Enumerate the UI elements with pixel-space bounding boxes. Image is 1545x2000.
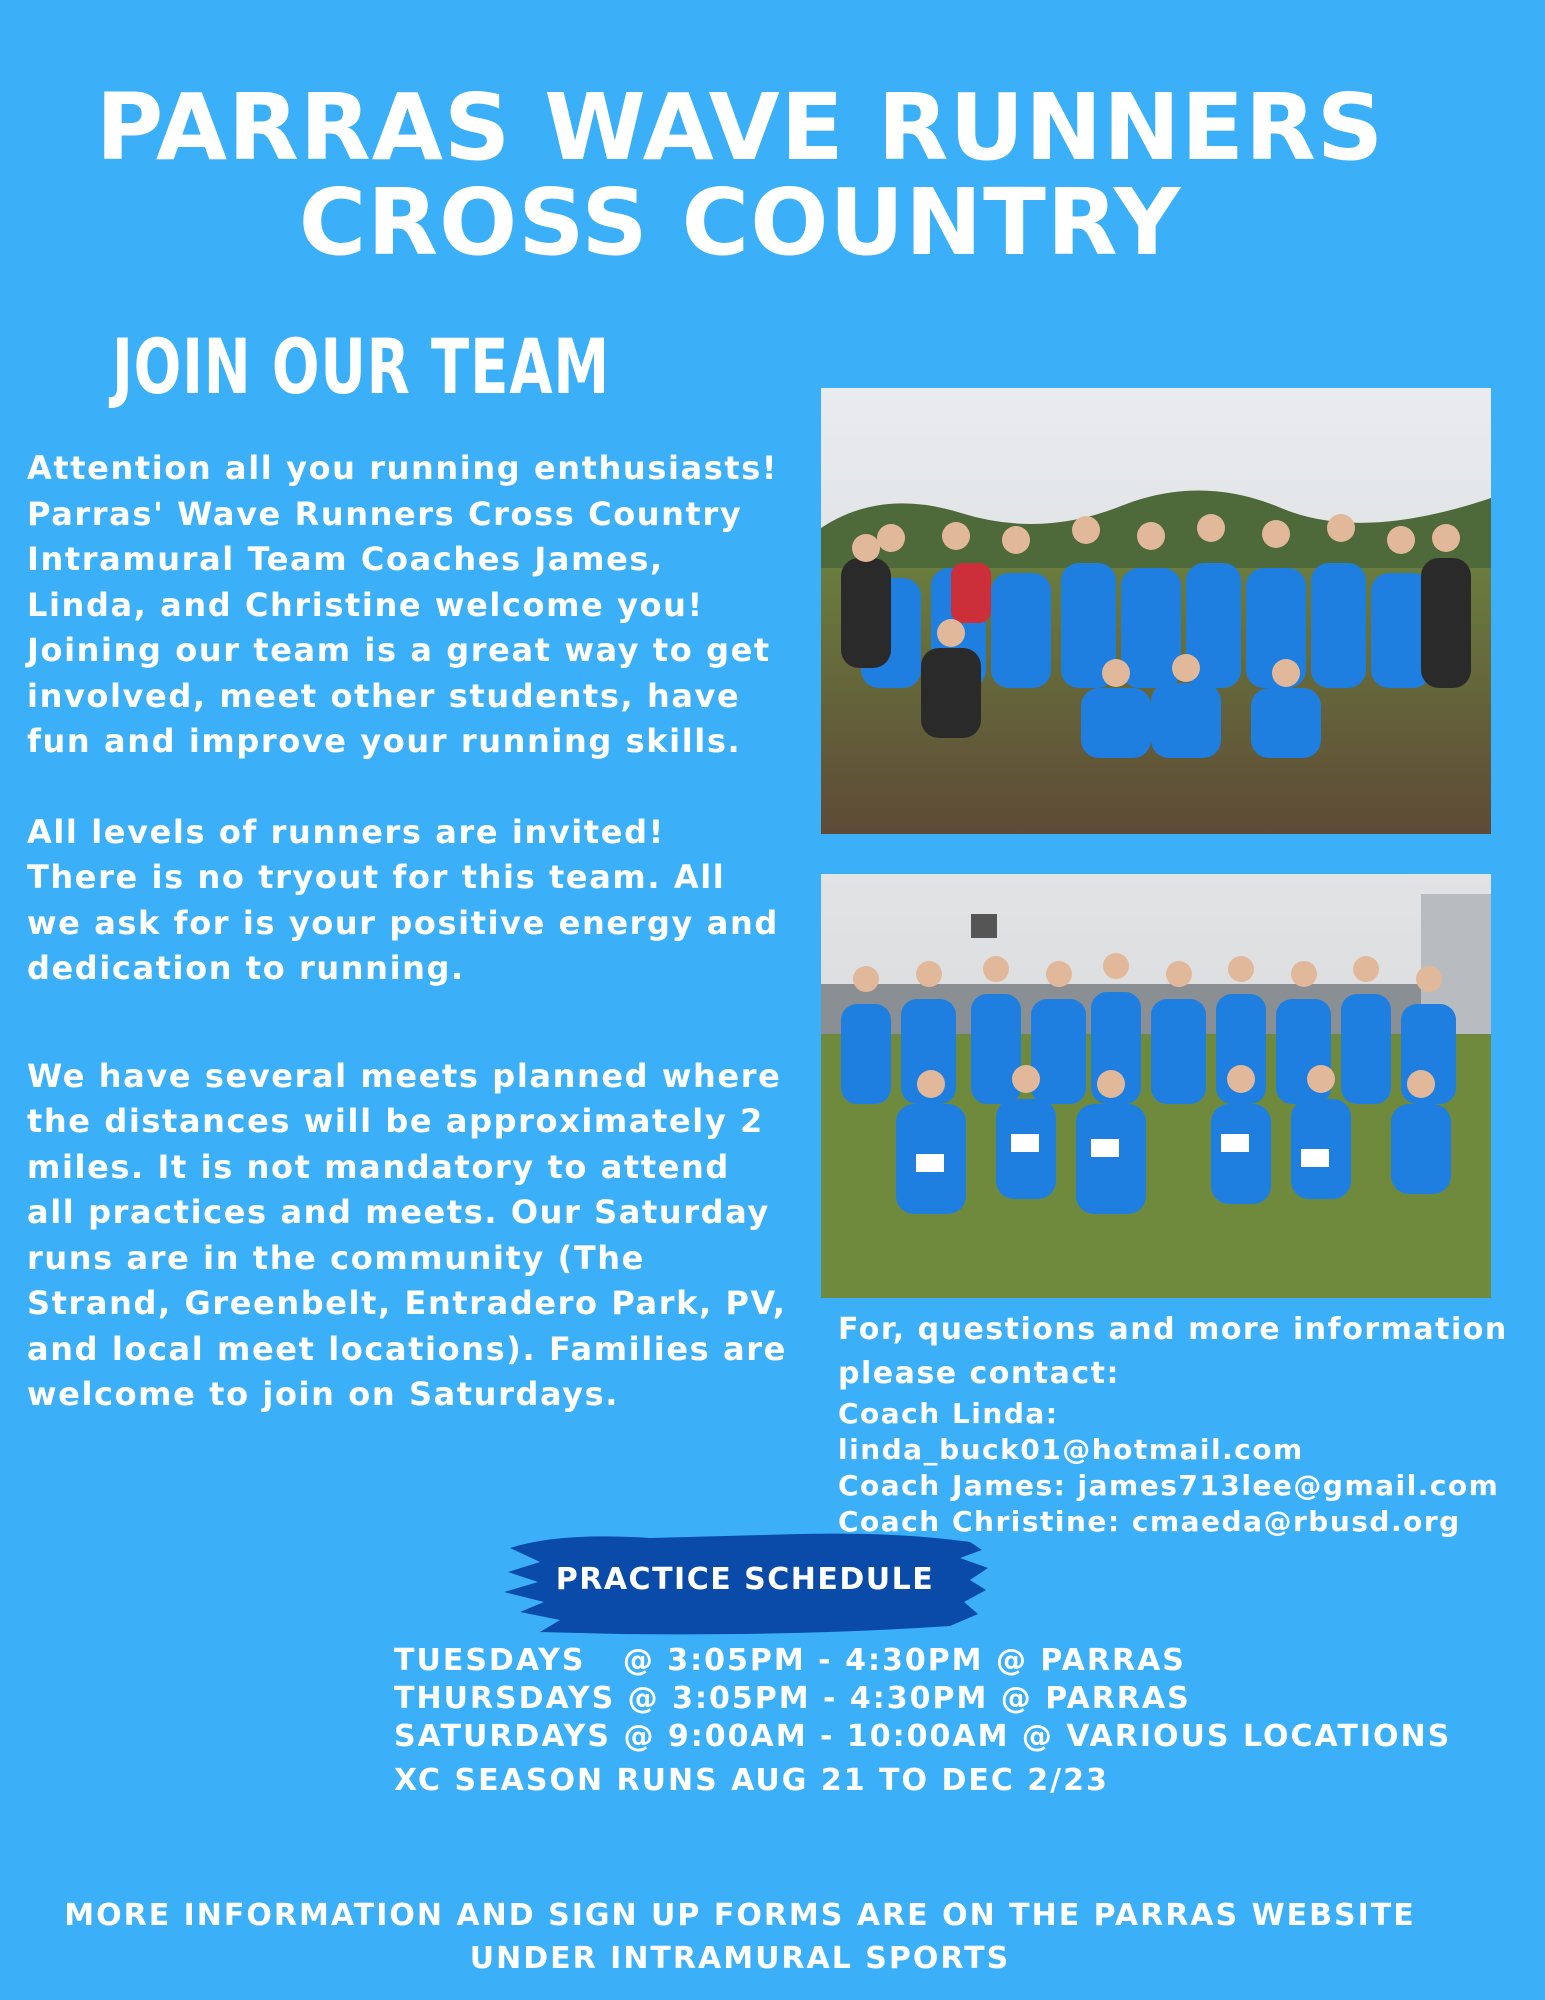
season-dates: XC SEASON RUNS AUG 21 TO DEC 2/23 — [394, 1763, 1109, 1798]
page-title — [0, 74, 1480, 276]
schedule-thursday: THURSDAYS @ 3:05PM - 4:30PM @ PARRAS — [394, 1681, 1191, 1716]
paragraph-meets: We have several meets planned where the distances will be approximately 2 miles. It is not mandatory to attend all practices and meets. Our Saturday runs are in the community (The Strand, Greenbelt, Entradero Park, PV, and local meet locations). Families are welcome to join on Saturdays. — [27, 1056, 787, 1413]
contact-lead-1: For, questions and more information — [838, 1312, 1508, 1347]
footer-line-1: MORE INFORMATION AND SIGN UP FORMS ARE ON THE PARRAS WEBSITE — [64, 1898, 1416, 1933]
schedule-saturday: SATURDAYS @ 9:00AM - 10:00AM @ VARIOUS LOCATIONS — [394, 1719, 1452, 1754]
practice-schedule — [394, 1642, 1452, 1800]
team-photo-1 — [821, 388, 1491, 834]
practice-schedule-heading: PRACTICE SCHEDULE — [555, 1562, 935, 1597]
contact-info — [838, 1308, 1518, 1540]
title-line-1: PARRAS WAVE RUNNERS — [95, 74, 1385, 181]
footer-note — [0, 1894, 1480, 1980]
paragraph-levels: All levels of runners are invited! There is no tryout for this team. All we ask for is your positive energy and dedication to running. — [27, 812, 779, 987]
intro-text — [27, 446, 787, 1418]
title-line-2: CROSS COUNTRY — [298, 169, 1182, 276]
coach-linda-contact: Coach Linda: linda_buck01@hotmail.com — [838, 1397, 1304, 1466]
coach-james-contact: Coach James: james713lee@gmail.com — [838, 1469, 1500, 1502]
footer-line-2: UNDER INTRAMURAL SPORTS — [469, 1941, 1011, 1976]
schedule-tuesday: TUESDAYS @ 3:05PM - 4:30PM @ PARRAS — [394, 1643, 1186, 1678]
team-photo-2 — [821, 874, 1491, 1298]
paragraph-welcome: Attention all you running enthusiasts! Parras' Wave Runners Cross Country Intramural Team Coaches James, Linda, and Christine welcome you! Joining our team is a great way to get involved, meet other students, have fun and improve your running skills. — [27, 449, 779, 760]
coach-christine-contact: Coach Christine: cmaeda@rbusd.org — [838, 1505, 1461, 1538]
join-heading: JOIN OUR TEAM — [112, 322, 611, 411]
contact-lead-2: please contact: — [838, 1356, 1120, 1391]
